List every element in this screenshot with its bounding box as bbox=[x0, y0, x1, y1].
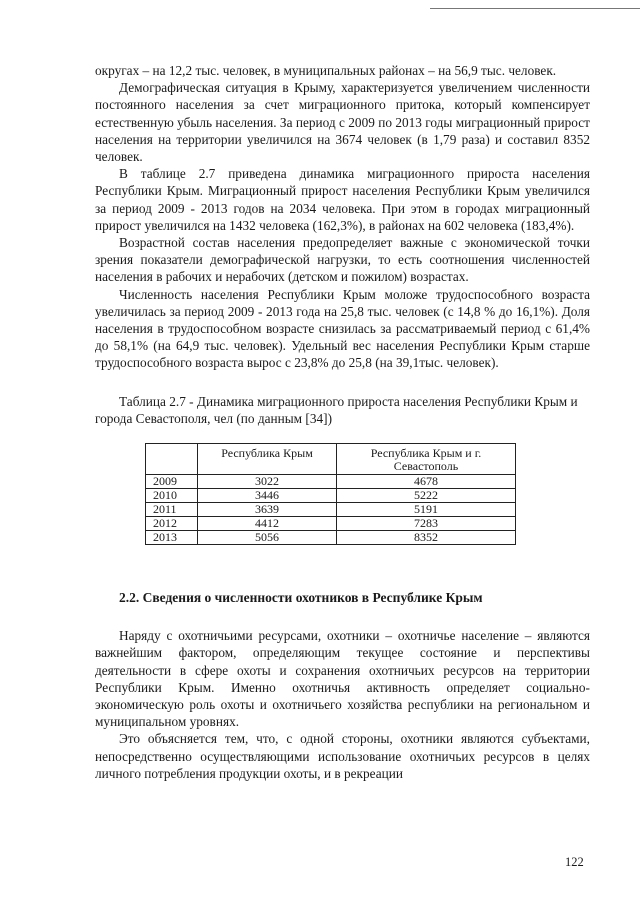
paragraph-7: Это объясняется тем, что, с одной стороны, охотники являются субъектами, непосредственно осуществляющими использование охотничьих ресурсов в целях личного потребления продукции охоты, и в рекреации bbox=[95, 731, 590, 781]
table-row bbox=[146, 503, 516, 517]
paragraph-5: Численность населения Республики Крым моложе трудоспособного возраста увеличилась за период 2009 - 2013 года на 25,8 тыс. человек (с 14,8 % до 16,1%). Доля населения в трудоспособном возрасте снизилась за рассматриваемый период с 61,4% до 58,1% (на 64,9 тыс. человек). Удельный вес населения Республики Крым старше трудоспособного возраста вырос с 23,8% до 25,8 (на 39,1тыс. человек). bbox=[95, 286, 590, 371]
section-heading: 2.2. Сведения о численности охотников в Республике Крым bbox=[119, 590, 483, 606]
year-cell: 2009 bbox=[146, 475, 198, 489]
crimea-value-cell: 3022 bbox=[198, 475, 337, 489]
migration-table bbox=[145, 443, 516, 545]
header-rule bbox=[430, 8, 640, 9]
paragraph-4: Возрастной состав населения предопределяет важные с экономической точки зрения показатели демографической нагрузки, то есть соотношения численностей населения в рабочих и нерабочих (детском и пожилом) возрастах. bbox=[95, 235, 590, 285]
paragraph-6: Наряду с охотничьими ресурсами, охотники – охотничье население – являются важнейшим фактором, определяющим текущее состояние и перспективы деятельности в сфере охоты и сохранения охотничьих ресурсов на территории Республики Крым. Именно охотничья активность определяет социально-экономическую роль охоты и охотничьего хозяйства республики на региональном и муниципальном уровнях. bbox=[95, 628, 590, 730]
crimea-sevastopol-value-cell: 5191 bbox=[337, 503, 516, 517]
year-cell: 2011 bbox=[146, 503, 198, 517]
table-row bbox=[146, 489, 516, 503]
paragraph-1: округах – на 12,2 тыс. человек, в муниципальных районах – на 56,9 тыс. человек. bbox=[95, 63, 557, 78]
crimea-sevastopol-value-cell: 7283 bbox=[337, 517, 516, 531]
year-cell: 2010 bbox=[146, 489, 198, 503]
crimea-value-cell: 5056 bbox=[198, 531, 337, 545]
crimea-value-cell: 3446 bbox=[198, 489, 337, 503]
year-cell: 2013 bbox=[146, 531, 198, 545]
header-cell-year bbox=[146, 444, 198, 475]
paragraph-3: В таблице 2.7 приведена динамика миграционного прироста населения Республики Крым. Миграционный прирост населения Республики Крым увеличился за период 2009 - 2013 годов на 2034 человека. При этом в городах миграционный прирост увеличился на 1432 человека (162,3%), в районах на 602 человека (183,4%). bbox=[95, 166, 590, 233]
crimea-value-cell: 4412 bbox=[198, 517, 337, 531]
page-body bbox=[95, 62, 590, 782]
table-row bbox=[146, 531, 516, 545]
table-header-row bbox=[146, 444, 516, 475]
header-cell-crimea: Республика Крым bbox=[198, 444, 337, 475]
table-row bbox=[146, 517, 516, 531]
crimea-value-cell: 3639 bbox=[198, 503, 337, 517]
table-row bbox=[146, 475, 516, 489]
header-cell-crimea-sevastopol: Республика Крым и г. Севастополь bbox=[337, 444, 516, 475]
crimea-sevastopol-value-cell: 8352 bbox=[337, 531, 516, 545]
paragraph-2: Демографическая ситуация в Крыму, характеризуется увеличением численности постоянного населения за счет миграционного притока, который компенсирует естественную убыль населения. За период с 2009 по 2013 годы миграционный прирост населения на территории увеличился на 3674 человек (в 1,79 раза) и составил 8352 человек. bbox=[95, 80, 590, 165]
crimea-sevastopol-value-cell: 5222 bbox=[337, 489, 516, 503]
table-caption: Таблица 2.7 - Динамика миграционного прироста населения Республики Крым и города Севастополя, чел (по данным [34]) bbox=[95, 393, 578, 426]
crimea-sevastopol-value-cell: 4678 bbox=[337, 475, 516, 489]
page-number: 122 bbox=[565, 855, 584, 869]
year-cell: 2012 bbox=[146, 517, 198, 531]
